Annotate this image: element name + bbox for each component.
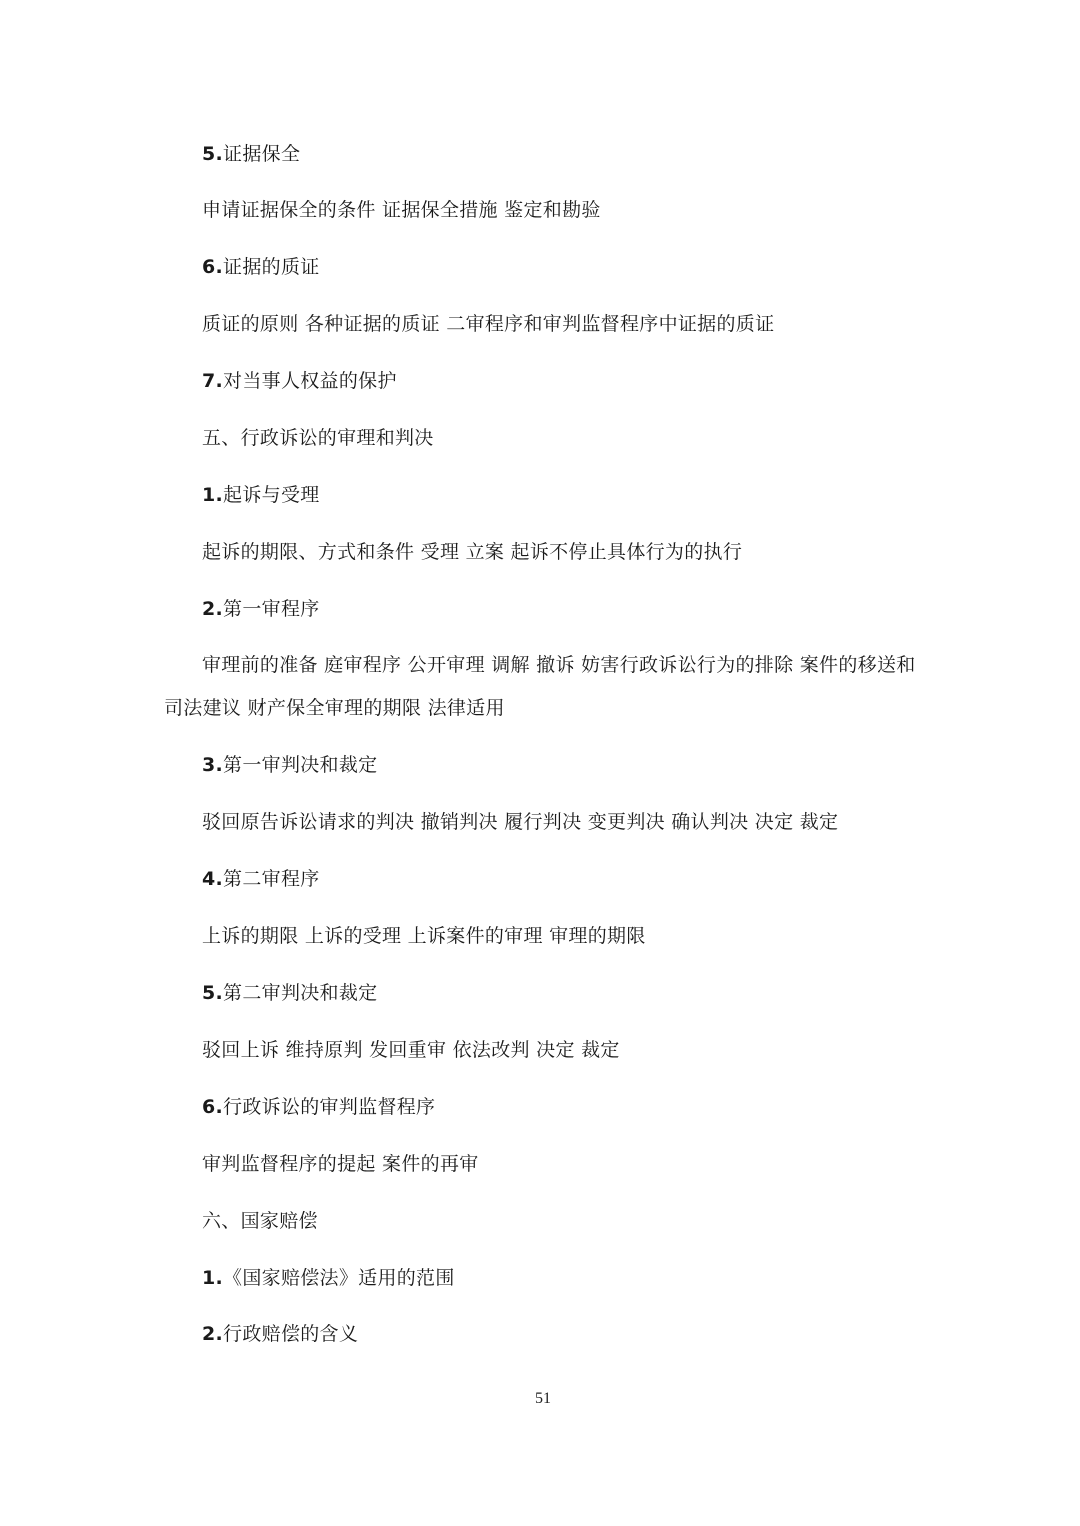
subheading-compensation-scope: 1.《国家赔偿法》适用的范围 [202,1267,455,1289]
subheading-trial-supervision: 6.行政诉讼的审判监督程序 [202,1096,436,1118]
subheading-first-instance-judgment: 3.第一审判决和裁定 [202,754,378,776]
body-line: 起诉的期限、方式和条件 受理 立案 起诉不停止具体行为的执行 [202,541,743,563]
subheading-administrative-compensation: 2.行政赔偿的含义 [202,1323,359,1345]
subheading-cross-examination: 6.证据的质证 [202,256,320,278]
subheading-party-rights: 7.对当事人权益的保护 [202,370,397,392]
body-line: 审判监督程序的提起 案件的再审 [202,1153,479,1175]
subheading-evidence-preservation: 5.证据保全 [202,143,301,165]
body-line: 上诉的期限 上诉的受理 上诉案件的审理 审理的期限 [202,925,646,947]
section-heading: 六、国家赔偿 [202,1210,318,1232]
body-line: 驳回上诉 维持原判 发回重审 依法改判 决定 裁定 [202,1039,620,1061]
section-heading: 五、行政诉讼的审理和判决 [202,427,434,449]
body-line: 驳回原告诉讼请求的判决 撤销判决 履行判决 变更判决 确认判决 决定 裁定 [202,811,839,833]
body-line: 申请证据保全的条件 证据保全措施 鉴定和勘验 [202,199,601,221]
subheading-filing: 1.起诉与受理 [202,484,320,506]
subheading-second-instance-judgment: 5.第二审判决和裁定 [202,982,378,1004]
body-line: 质证的原则 各种证据的质证 二审程序和审判监督程序中证据的质证 [202,313,775,335]
page-number: 51 [535,1390,551,1407]
subheading-second-instance: 4.第二审程序 [202,868,320,890]
body-paragraph: 审理前的准备 庭审程序 公开审理 调解 撤诉 妨害行政诉讼行为的排除 案件的移送和司法建议 财产保全审理的期限 法律适用 [164,654,916,719]
subheading-first-instance: 2.第一审程序 [202,598,320,620]
